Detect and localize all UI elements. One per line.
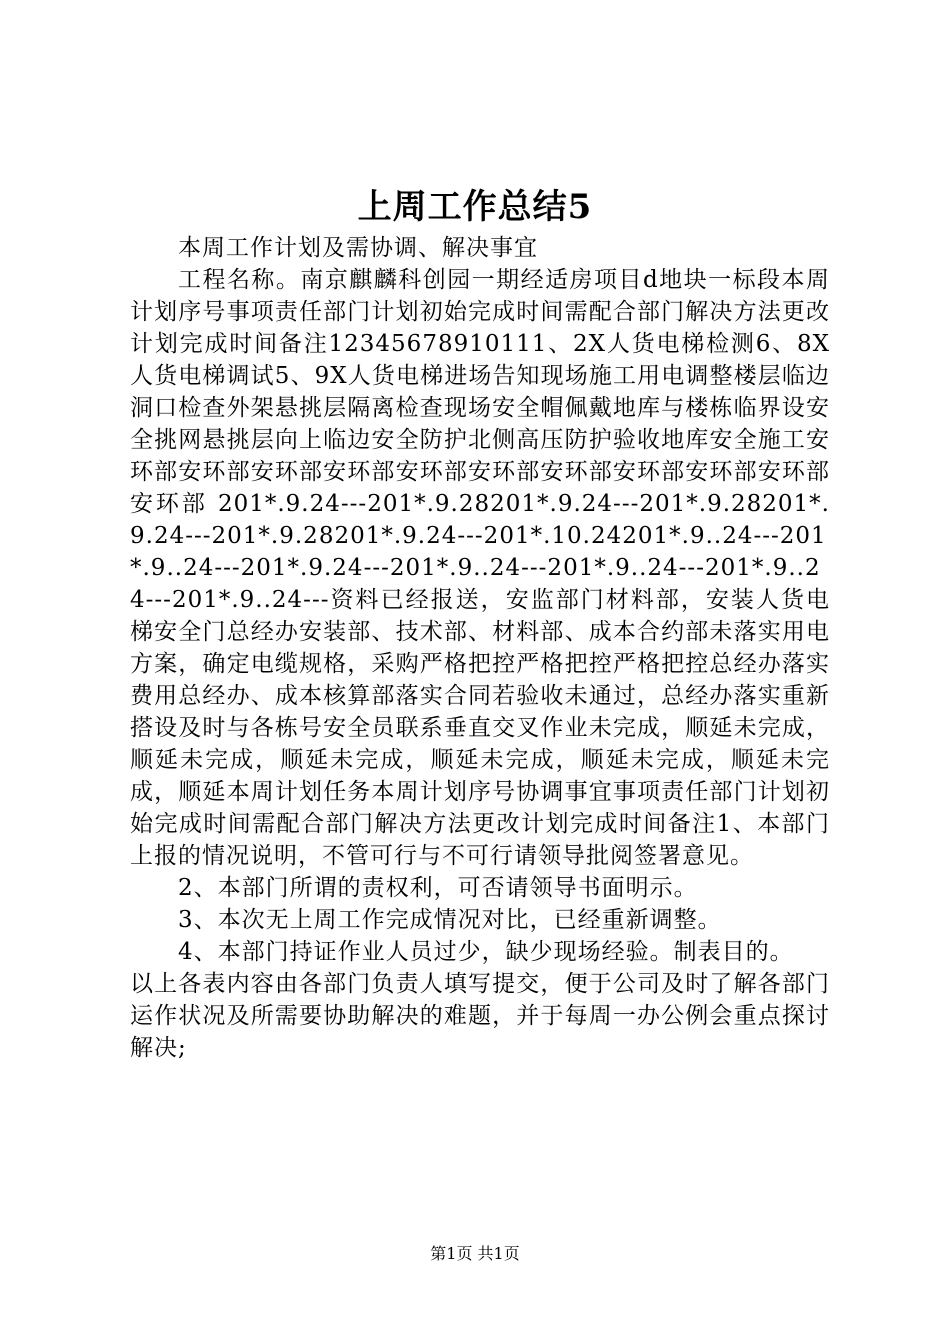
closing-paragraph: 以上各表内容由各部门负责人填写提交，便于公司及时了解各部门运作状况及所需要协助解决的难题，并于每周一办公例会重点探讨解决;	[130, 971, 830, 1061]
paragraph-3: 2、本部门所谓的责权利，可否请领导书面明示。	[178, 875, 698, 901]
document-body	[130, 232, 830, 1064]
document-title: 上周工作总结5	[357, 187, 593, 227]
paragraph-1: 本周工作计划及需协调、解决事宜	[178, 235, 538, 261]
paragraph-2: 工程名称。南京麒麟科创园一期经适房项目d地块一标段本周计划序号事项责任部门计划初始完成时间需配合部门解决方法更改计划完成时间备注12345678910111、2X人货电梯检测6、8X人货电梯调试5、9X人货电梯进场告知现场施工用电调整楼层临边洞口检查外架悬挑层隔离检查现场安全帽佩戴地库与楼栋临界设安全挑网悬挑层向上临边安全防护北侧高压防护验收地库安全施工安环部安环部安环部安环部安环部安环部安环部安环部安环部安环部安环部 201*.9.24---201*.9.28201*.9.24---201*.9.28201*.9.24---201*.9.28201*.9.24---201*.10.24201*.9..24---201*.9..24---201*.9.24---201*.9..24---201*.9..24---201*.9..24---201*.9..24---资料已经报送，安监部门材料部，安装人货电梯安全门总经办安装部、技术部、材料部、成本合约部未落实用电方案，确定电缆规格，采购严格把控严格把控严格把控总经办落实费用总经办、成本核算部落实合同若验收未通过，总经办落实重新搭设及时与各栋号安全员联系垂直交叉作业未完成，顺延未完成，顺延未完成，顺延未完成，顺延未完成，顺延未完成，顺延未完成，顺延本周计划任务本周计划序号协调事宜事项责任部门计划初始完成时间需配合部门解决方法更改计划完成时间备注1、本部门上报的情况说明，不管可行与不可行请领导批阅签署意见。	[130, 267, 830, 869]
paragraph-5: 4、本部门持证作业人员过少，缺少现场经验。制表目的。	[178, 939, 794, 965]
page-footer: 第1页 共1页	[430, 1244, 520, 1263]
paragraph-4: 3、本次无上周工作完成情况对比，已经重新调整。	[178, 907, 722, 933]
